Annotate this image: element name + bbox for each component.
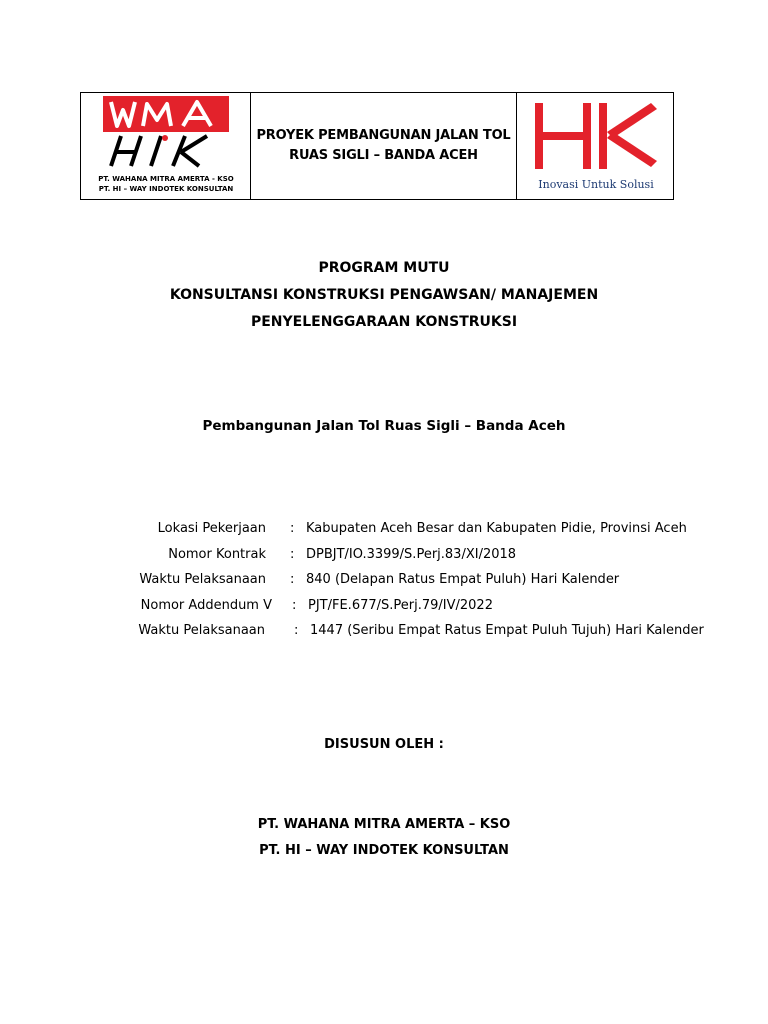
info-row (0, 623, 768, 649)
project-title-line2: RUAS SIGLI – BANDA ACEH (289, 148, 478, 163)
info-value: DPBJT/IO.3399/S.Perj.83/XI/2018 (306, 546, 517, 562)
info-colon: : (294, 623, 299, 638)
info-label: Lokasi Pekerjaan (157, 521, 266, 536)
info-row (0, 547, 768, 573)
title-line-2: KONSULTANSI KONSTRUKSI PENGAWSAN/ MANAJEMEN (169, 287, 599, 303)
header-mid-cell (251, 93, 517, 199)
project-info (0, 521, 768, 649)
hk-tagline: Inovasi Untuk Solusi (538, 178, 654, 191)
wma-caption-1: PT. WAHANA MITRA AMERTA - KSO (98, 175, 234, 183)
info-row (0, 598, 768, 624)
info-row (0, 572, 768, 598)
project-title-line1: PROYEK PEMBANGUNAN JALAN TOL (256, 128, 511, 143)
wma-caption-2: PT. HI – WAY INDOTEK KONSULTAN (98, 185, 234, 193)
info-value: PJT/FE.677/S.Perj.79/IV/2022 (308, 597, 493, 613)
info-value: 1447 (Seribu Empat Ratus Empat Puluh Tujuh) Hari Kalender (310, 623, 704, 638)
info-colon: : (292, 597, 297, 613)
info-colon: : (290, 572, 295, 587)
title-line-3: PENYELENGGARAAN KONSTRUKSI (250, 314, 518, 330)
header-table (80, 92, 674, 200)
info-label: Nomor Addendum V (140, 597, 272, 613)
info-value: 840 (Delapan Ratus Empat Puluh) Hari Kalender (306, 572, 620, 587)
info-colon: : (290, 521, 295, 536)
document-title (0, 255, 768, 336)
info-label: Waktu Pelaksanaan (138, 623, 265, 638)
companies (0, 812, 768, 864)
prepared-by-label: DISUSUN OLEH : (324, 737, 444, 752)
info-value: Kabupaten Aceh Besar dan Kabupaten Pidie, Provinsi Aceh (306, 521, 687, 536)
info-colon: : (290, 546, 295, 562)
title-line-1: PROGRAM MUTU (318, 260, 450, 276)
company-line-2: PT. HI – WAY INDOTEK KONSULTAN (259, 843, 509, 858)
company-line-1: PT. WAHANA MITRA AMERTA – KSO (257, 817, 511, 832)
header-left-cell (81, 93, 251, 199)
info-row (0, 521, 768, 547)
wma-hik-logo (103, 96, 229, 170)
info-label: Waktu Pelaksanaan (139, 572, 266, 587)
hk-logo (531, 101, 661, 173)
info-label: Nomor Kontrak (168, 546, 266, 562)
document-subtitle: Pembangunan Jalan Tol Ruas Sigli – Banda Aceh (202, 418, 566, 434)
header-right-cell (517, 93, 673, 199)
